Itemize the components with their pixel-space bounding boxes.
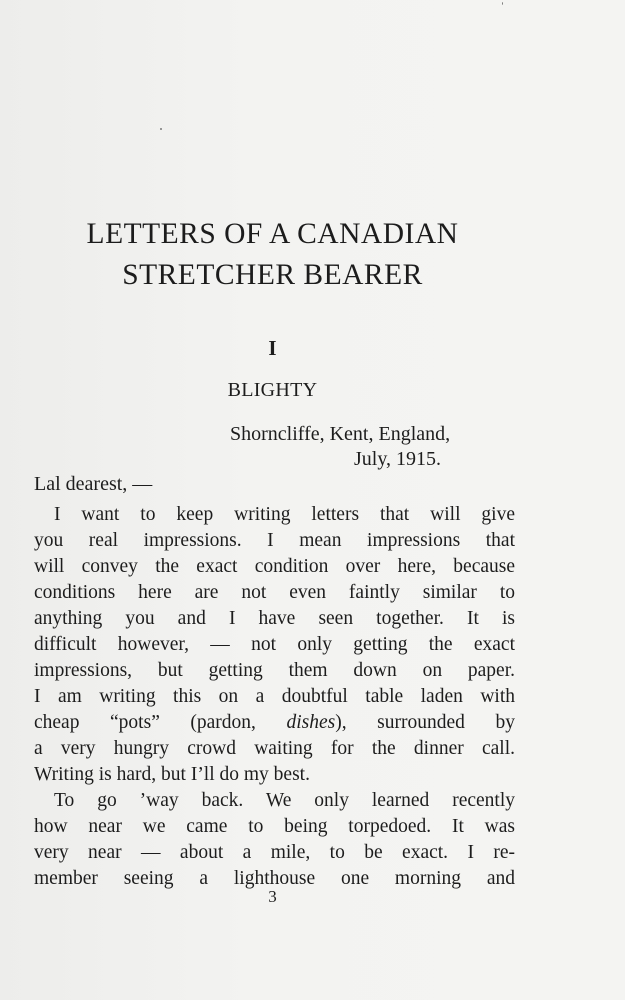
paragraph-2-line [34, 788, 515, 814]
paragraph-2-line: very near — about a mile, to be exact. I re- [34, 842, 515, 863]
line-text: ), surrounded by [335, 712, 515, 733]
paragraph-1-line: impressions, but getting them down on paper. [34, 660, 515, 681]
paragraph-1-line: a very hungry crowd waiting for the dinner call. [34, 738, 515, 759]
letter-salutation: Lal dearest, — [34, 473, 153, 495]
chapter-number: I [268, 336, 277, 360]
italic-word: dishes [286, 712, 336, 733]
paragraph-1-line [34, 710, 515, 736]
paragraph-1-line: anything you and I have seen together. It is [34, 608, 515, 629]
paragraph-1-line: I am writing this on a doubtful table laden with [34, 686, 515, 707]
book-title-line-1: LETTERS OF A CANADIAN [86, 218, 459, 250]
paragraph-1-line: difficult however, — not only getting the exact [34, 634, 515, 655]
chapter-title: BLIGHTY [227, 379, 318, 401]
paragraph-1-line [34, 502, 515, 528]
line-text: To go ’way back. We only learned recently [54, 790, 515, 811]
paragraph-2-line: member seeing a lighthouse one morning and [34, 868, 515, 889]
paragraph-1-line: Writing is hard, but I’ll do my best. [34, 764, 310, 785]
line-text: I want to keep writing letters that will give [54, 504, 515, 525]
page-number: 3 [268, 887, 277, 906]
paper-speck [160, 128, 162, 130]
paragraph-1-line: you real impressions. I mean impressions that [34, 530, 515, 551]
letter-date: July, 1915. [354, 448, 442, 470]
line-text: cheap “pots” (pardon, [34, 712, 287, 733]
letter-place: Shorncliffe, Kent, England, [230, 423, 451, 445]
paragraph-1-line: will convey the exact condition over here, because [34, 556, 515, 577]
book-title-line-2: STRETCHER BEARER [122, 259, 423, 291]
book-title [0, 214, 545, 296]
paragraph-1-line: conditions here are not even faintly similar to [34, 582, 515, 603]
paper-speck [502, 2, 503, 5]
paragraph-2-line: how near we came to being torpedoed. It was [34, 816, 515, 837]
